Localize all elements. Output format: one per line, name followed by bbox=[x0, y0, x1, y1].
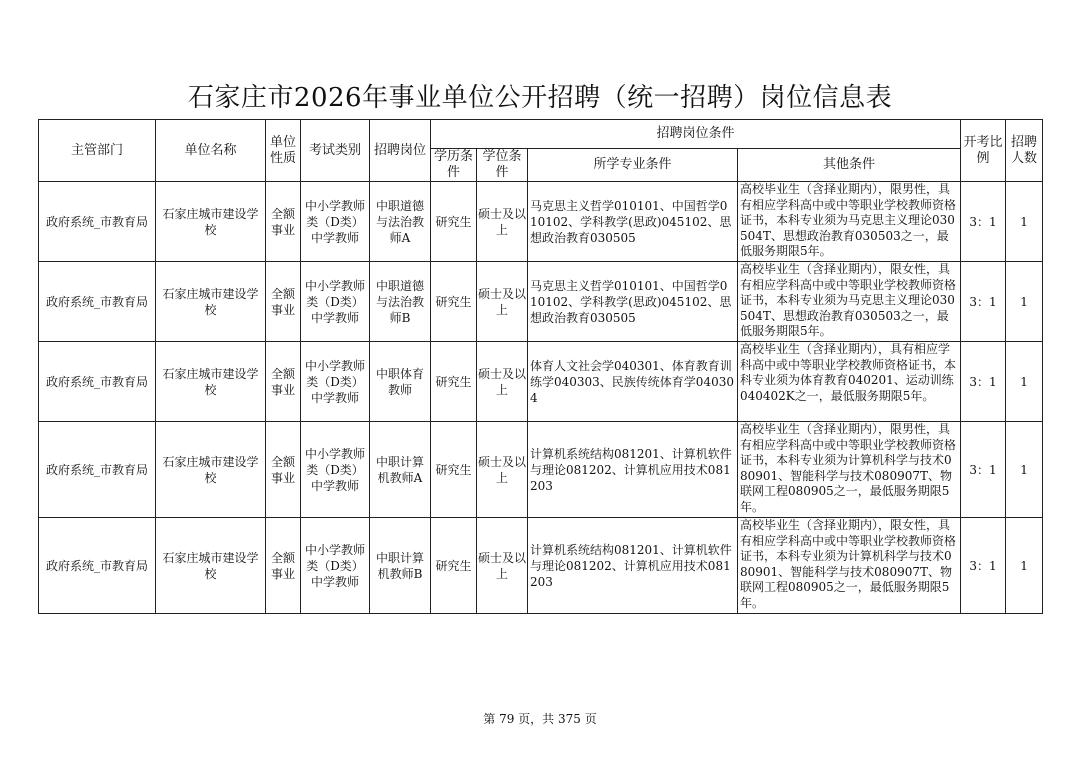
page-number: 第 79 页，共 375 页 bbox=[483, 712, 597, 726]
cell-unit-type: 全额事业 bbox=[266, 182, 301, 262]
table-row bbox=[39, 518, 1043, 614]
cell-headcount: 1 bbox=[1006, 182, 1043, 262]
cell-headcount: 1 bbox=[1006, 262, 1043, 342]
cell-major: 马克思主义哲学010101、中国哲学010102、学科教学(思政)045102、思想政治教育030505 bbox=[528, 182, 738, 262]
job-table bbox=[38, 119, 1043, 614]
header-education: 学历条件 bbox=[431, 149, 477, 182]
cell-unit-type: 全额事业 bbox=[266, 518, 301, 614]
cell-major: 体育人文社会学040301、体育教育训练学040303、民族传统体育学040304 bbox=[528, 342, 738, 422]
cell-other: 高校毕业生（含择业期内），限女性，具有相应学科高中或中等职业学校教师资格证书，本科专业须为计算机科学与技术080901、智能科学与技术080907T、物联网工程080905之一，最低服务期限5年。 bbox=[738, 518, 961, 614]
cell-exam-category: 中小学教师类（D类）中学教师 bbox=[301, 518, 370, 614]
cell-degree: 硕士及以上 bbox=[477, 518, 528, 614]
cell-education: 研究生 bbox=[431, 182, 477, 262]
header-position: 招聘岗位 bbox=[370, 120, 431, 182]
cell-other: 高校毕业生（含择业期内），限女性，具有相应学科高中或中等职业学校教师资格证书，本科专业须为马克思主义理论030504T、思想政治教育030503之一，最低服务期限5年。 bbox=[738, 262, 961, 342]
cell-major: 马克思主义哲学010101、中国哲学010102、学科教学(思政)045102、思想政治教育030505 bbox=[528, 262, 738, 342]
cell-exam-category: 中小学教师类（D类）中学教师 bbox=[301, 342, 370, 422]
header-exam-category: 考试类别 bbox=[301, 120, 370, 182]
cell-position: 中职体育教师 bbox=[370, 342, 431, 422]
cell-department: 政府系统_市教育局 bbox=[39, 182, 156, 262]
cell-exam-ratio: 3：1 bbox=[961, 342, 1006, 422]
cell-unit-name: 石家庄城市建设学校 bbox=[156, 342, 266, 422]
header-exam-ratio: 开考比例 bbox=[961, 120, 1006, 182]
cell-degree: 硕士及以上 bbox=[477, 182, 528, 262]
cell-exam-ratio: 3：1 bbox=[961, 518, 1006, 614]
cell-headcount: 1 bbox=[1006, 342, 1043, 422]
cell-exam-ratio: 3：1 bbox=[961, 422, 1006, 518]
cell-other: 高校毕业生（含择业期内），限男性，具有相应学科高中或中等职业学校教师资格证书，本科专业须为马克思主义理论030504T、思想政治教育030503之一，最低服务期限5年。 bbox=[738, 182, 961, 262]
cell-exam-category: 中小学教师类（D类）中学教师 bbox=[301, 182, 370, 262]
header-department: 主管部门 bbox=[39, 120, 156, 182]
table-row bbox=[39, 422, 1043, 518]
cell-exam-category: 中小学教师类（D类）中学教师 bbox=[301, 262, 370, 342]
cell-unit-type: 全额事业 bbox=[266, 262, 301, 342]
cell-headcount: 1 bbox=[1006, 422, 1043, 518]
cell-department: 政府系统_市教育局 bbox=[39, 262, 156, 342]
cell-degree: 硕士及以上 bbox=[477, 262, 528, 342]
cell-exam-category: 中小学教师类（D类）中学教师 bbox=[301, 422, 370, 518]
cell-major: 计算机系统结构081201、计算机软件与理论081202、计算机应用技术081203 bbox=[528, 422, 738, 518]
cell-department: 政府系统_市教育局 bbox=[39, 422, 156, 518]
header-conditions: 招聘岗位条件 bbox=[431, 120, 961, 149]
cell-major: 计算机系统结构081201、计算机软件与理论081202、计算机应用技术081203 bbox=[528, 518, 738, 614]
cell-education: 研究生 bbox=[431, 518, 477, 614]
header-major: 所学专业条件 bbox=[528, 149, 738, 182]
cell-department: 政府系统_市教育局 bbox=[39, 518, 156, 614]
cell-position: 中职道德与法治教师A bbox=[370, 182, 431, 262]
table-row bbox=[39, 182, 1043, 262]
header-other: 其他条件 bbox=[738, 149, 961, 182]
table-header bbox=[39, 120, 1043, 182]
cell-other: 高校毕业生（含择业期内），具有相应学科高中或中等职业学校教师资格证书，本科专业须为体育教育040201、运动训练040402K之一，最低服务期限5年。 bbox=[738, 342, 961, 422]
cell-education: 研究生 bbox=[431, 262, 477, 342]
cell-position: 中职道德与法治教师B bbox=[370, 262, 431, 342]
cell-headcount: 1 bbox=[1006, 518, 1043, 614]
cell-unit-name: 石家庄城市建设学校 bbox=[156, 518, 266, 614]
cell-unit-name: 石家庄城市建设学校 bbox=[156, 262, 266, 342]
cell-exam-ratio: 3：1 bbox=[961, 182, 1006, 262]
cell-position: 中职计算机教师B bbox=[370, 518, 431, 614]
cell-other: 高校毕业生（含择业期内），限男性，具有相应学科高中或中等职业学校教师资格证书，本科专业须为计算机科学与技术080901、智能科学与技术080907T、物联网工程080905之一，最低服务期限5年。 bbox=[738, 422, 961, 518]
table-row bbox=[39, 342, 1043, 422]
cell-exam-ratio: 3：1 bbox=[961, 262, 1006, 342]
cell-department: 政府系统_市教育局 bbox=[39, 342, 156, 422]
cell-degree: 硕士及以上 bbox=[477, 422, 528, 518]
header-degree: 学位条件 bbox=[477, 149, 528, 182]
cell-unit-name: 石家庄城市建设学校 bbox=[156, 422, 266, 518]
cell-degree: 硕士及以上 bbox=[477, 342, 528, 422]
cell-unit-type: 全额事业 bbox=[266, 422, 301, 518]
cell-unit-name: 石家庄城市建设学校 bbox=[156, 182, 266, 262]
cell-education: 研究生 bbox=[431, 342, 477, 422]
header-unit-name: 单位名称 bbox=[156, 120, 266, 182]
cell-position: 中职计算机教师A bbox=[370, 422, 431, 518]
header-unit-type: 单位性质 bbox=[266, 120, 301, 182]
cell-education: 研究生 bbox=[431, 422, 477, 518]
table-row bbox=[39, 262, 1043, 342]
header-headcount: 招聘人数 bbox=[1006, 120, 1043, 182]
cell-unit-type: 全额事业 bbox=[266, 342, 301, 422]
page-title: 石家庄市2026年事业单位公开招聘（统一招聘）岗位信息表 bbox=[187, 83, 893, 113]
